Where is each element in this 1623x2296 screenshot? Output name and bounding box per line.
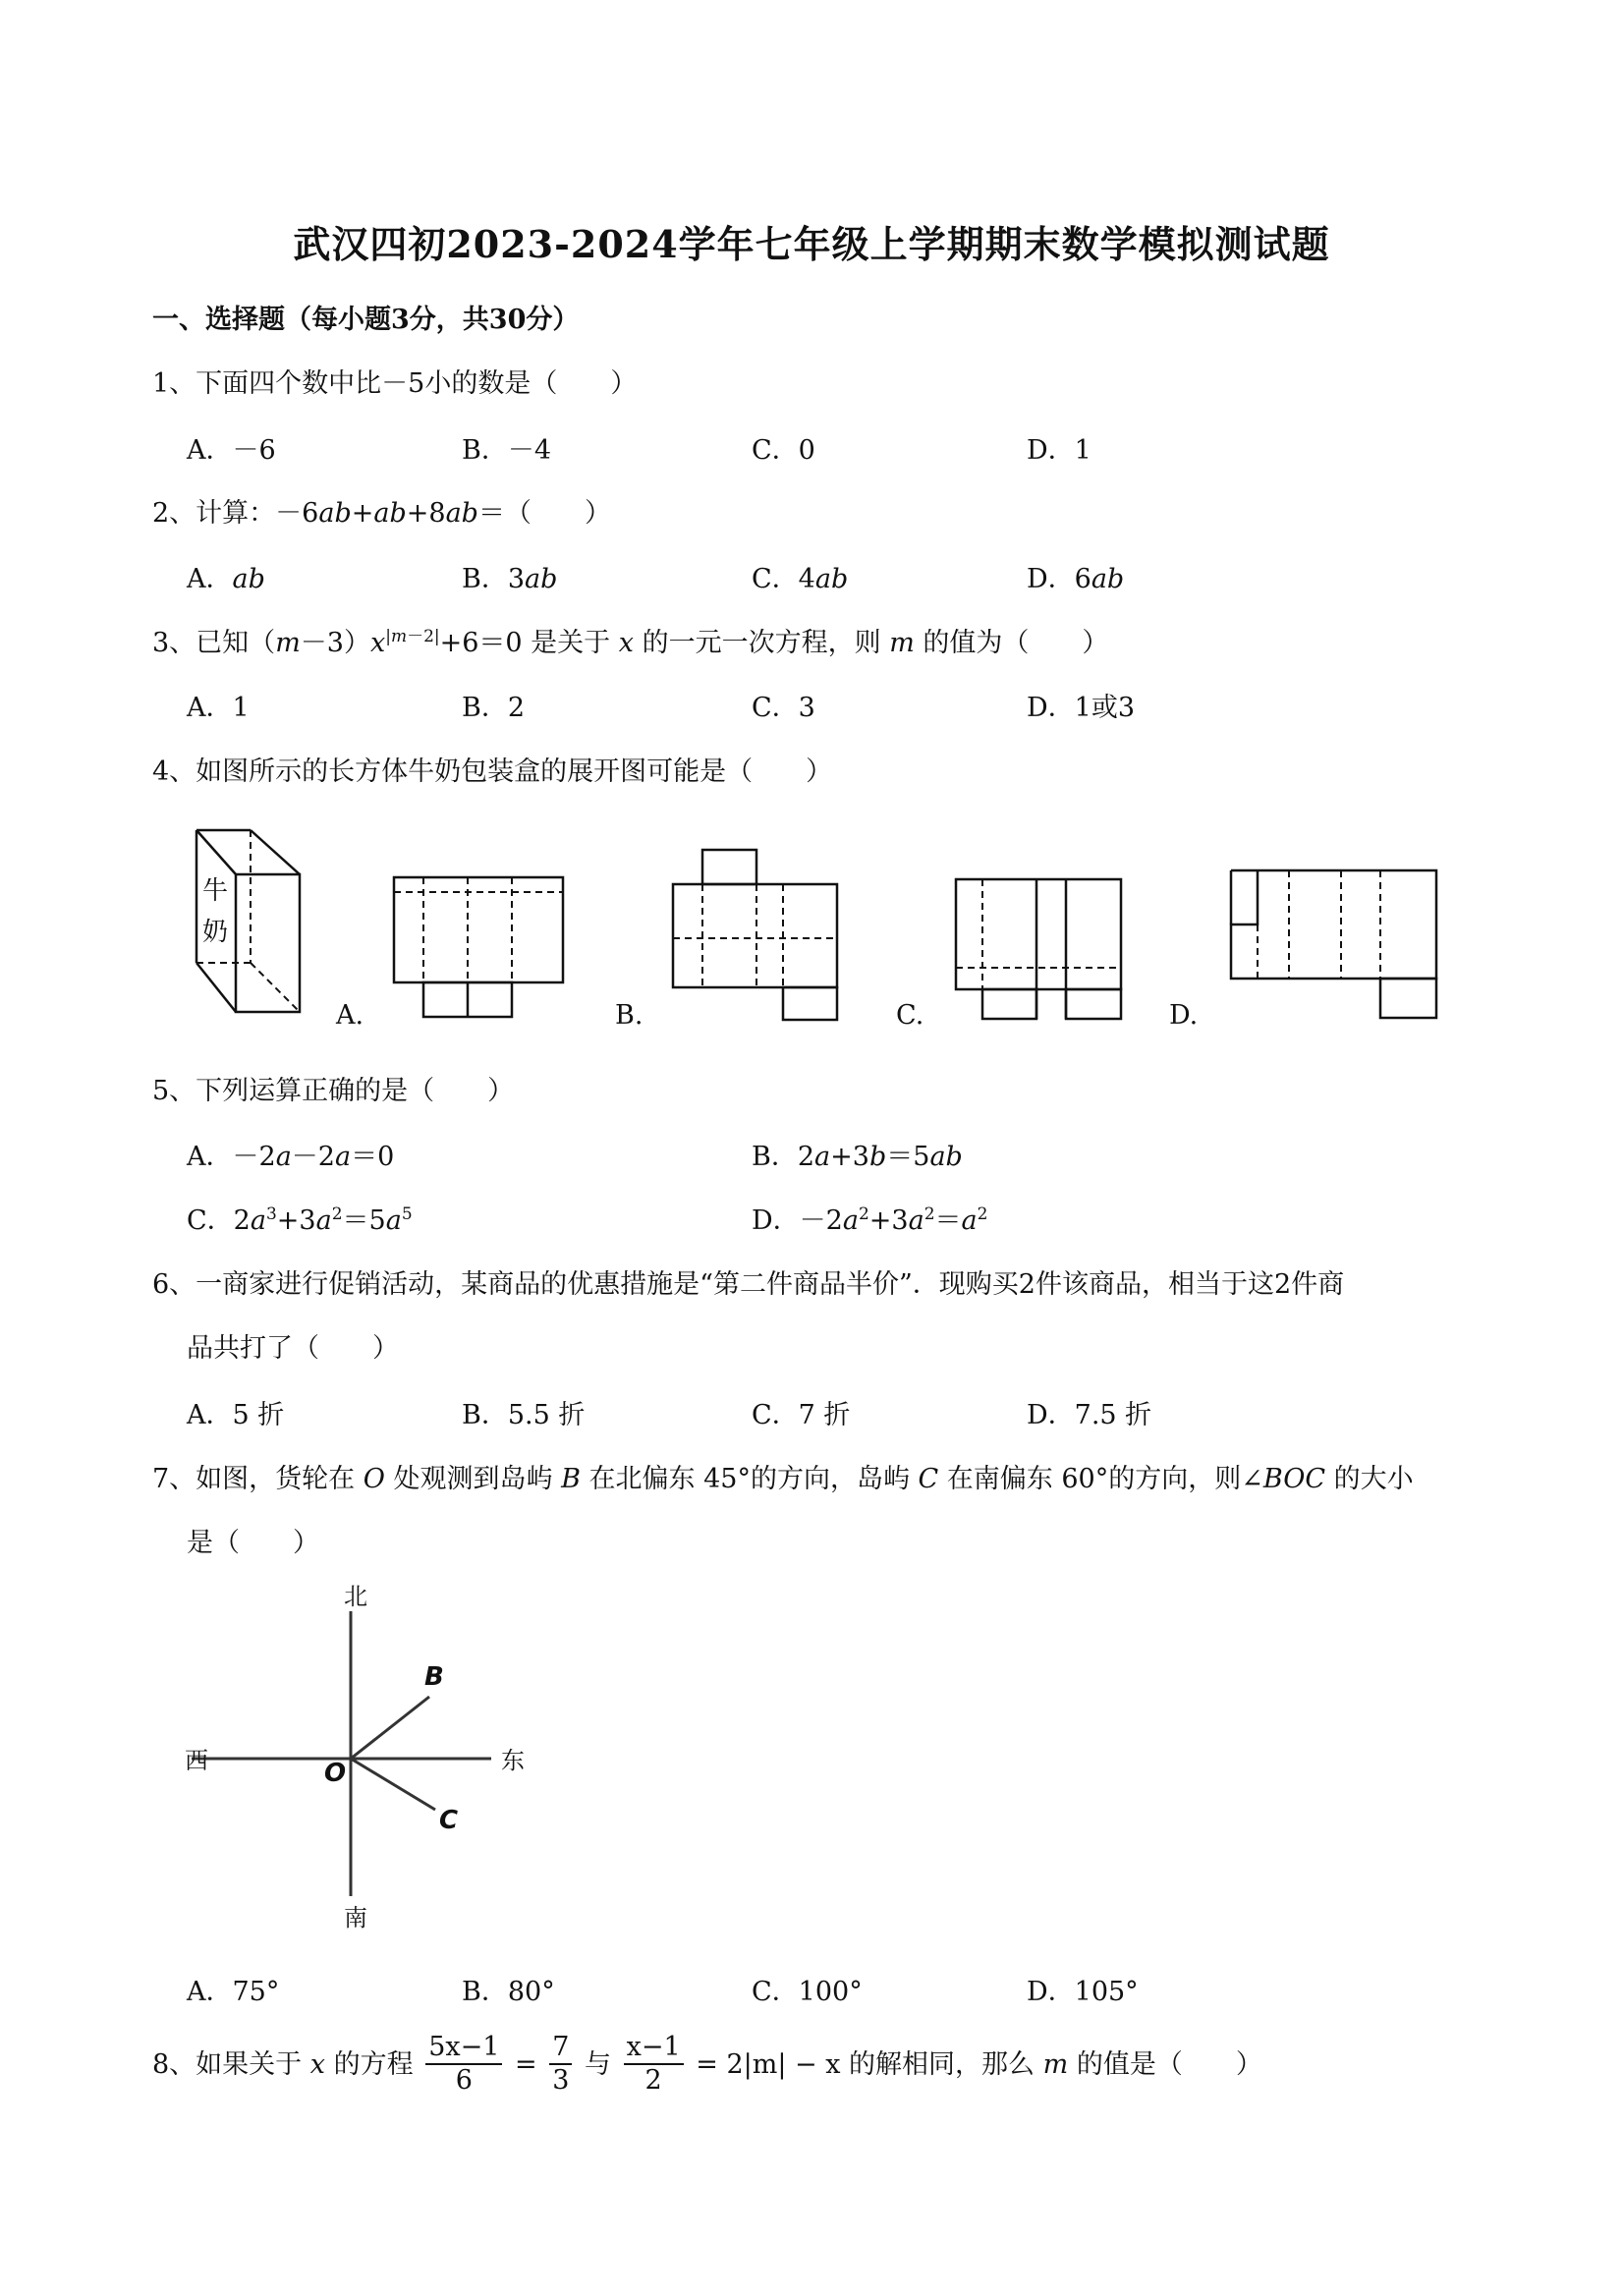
- net-c-figure: [953, 876, 1125, 1022]
- question-6-stem-line2: 品共打了（ ）: [187, 1333, 399, 1364]
- q5-option-a: A．－2a－2a＝0: [187, 1142, 395, 1172]
- point-o-label: O: [324, 1759, 347, 1788]
- compass-south: 南: [344, 1904, 367, 1932]
- q3-option-d: D．1或3: [1027, 693, 1136, 723]
- q2-option-b: B．3ab: [462, 564, 558, 594]
- question-5-stem: 5、下列运算正确的是（ ）: [152, 1076, 515, 1106]
- compass-figure: [182, 1577, 535, 1935]
- box-label-nai: 奶: [202, 918, 229, 947]
- net-a-figure: [391, 874, 568, 1022]
- question-1-stem: 1、下面四个数中比－5小的数是（ ）: [152, 368, 638, 399]
- compass-west: 西: [185, 1747, 208, 1774]
- q7-option-a: A．75°: [187, 1977, 280, 2007]
- q7-option-b: B．80°: [462, 1977, 555, 2007]
- box-label-niu: 牛: [202, 876, 229, 906]
- section-heading: 一、选择题（每小题3分，共30分）: [152, 305, 580, 335]
- point-b-label: B: [424, 1662, 444, 1692]
- q2-option-d: D．6ab: [1027, 564, 1125, 594]
- q2-stem-prefix: 2、计算：－6: [152, 498, 319, 529]
- milk-box-figure: [187, 820, 314, 1022]
- page-title: 武汉四初2023-2024学年七年级上学期期末数学模拟测试题: [293, 222, 1330, 266]
- q5-option-b: B．2a+3b＝5ab: [752, 1142, 963, 1172]
- q1-option-b: B．－4: [462, 435, 552, 466]
- fraction-3: $\frac{x-1}{2}$: [624, 2032, 684, 2098]
- q5-option-c: C．$2a^3+3a^2=5a^5$: [187, 1204, 413, 1236]
- net-b-figure: [670, 847, 842, 1022]
- q1-option-a: A．－6: [187, 435, 276, 466]
- net-d-label: D.: [1169, 1000, 1199, 1031]
- q1-option-c: C．0: [752, 435, 815, 466]
- question-8-stem: 8、如果关于 x 的方程 $\frac{5x-1}{6}$ = $\frac{7}{3}$ 与 $\frac{x-1}{2}$ = 2|m| − x 的解相同，那么 m 的值是（ ）: [152, 2032, 1262, 2097]
- q2-option-c: C．4ab: [752, 564, 849, 594]
- compass-north: 北: [344, 1583, 367, 1610]
- q6-option-b: B．5.5 折: [462, 1400, 586, 1430]
- q5-option-d: D．$-2a^2+3a^2=a^2$: [752, 1204, 988, 1236]
- question-6-stem-line1: 6、一商家进行促销活动，某商品的优惠措施是“第二件商品半价”．现购买2件该商品，相当于这2件商: [152, 1269, 1345, 1300]
- q3-option-a: A．1: [187, 693, 250, 723]
- q2-option-a: A．ab: [187, 564, 265, 594]
- q7-option-c: C．100°: [752, 1977, 863, 2007]
- q3-option-b: B．2: [462, 693, 526, 723]
- q6-option-a: A．5 折: [187, 1400, 285, 1430]
- compass-east: 东: [501, 1747, 525, 1774]
- question-4-stem: 4、如图所示的长方体牛奶包装盒的展开图可能是（ ）: [152, 756, 833, 787]
- q6-option-c: C．7 折: [752, 1400, 851, 1430]
- net-a-label: A.: [336, 1000, 364, 1031]
- question-7-stem-line2: 是（ ）: [187, 1528, 319, 1558]
- q1-option-d: D．1: [1027, 435, 1091, 466]
- fraction-1: $\frac{5x-1}{6}$: [425, 2032, 502, 2098]
- net-b-label: B.: [615, 1000, 644, 1031]
- q3-option-c: C．3: [752, 693, 815, 723]
- question-3-stem: 3、已知$(m-3)x^{|m-2|}+6=0$ 是关于 x 的一元一次方程，则 m 的值为（ ）: [152, 627, 1109, 658]
- fraction-2: $\frac{7}{3}$: [549, 2032, 572, 2098]
- question-7-stem-line1: 7、如图，货轮在 O 处观测到岛屿 B 在北偏东 45°的方向，岛屿 C 在南偏东 60°的方向，则∠BOC 的大小: [152, 1464, 1414, 1494]
- net-d-figure: [1228, 868, 1439, 1022]
- q6-option-d: D．7.5 折: [1027, 1400, 1152, 1430]
- question-2-stem: 2、计算：－6ab+ab+8ab＝（ ）: [152, 498, 611, 529]
- q7-option-d: D．105°: [1027, 1977, 1139, 2007]
- point-c-label: C: [439, 1806, 459, 1835]
- net-c-label: C.: [896, 1000, 924, 1031]
